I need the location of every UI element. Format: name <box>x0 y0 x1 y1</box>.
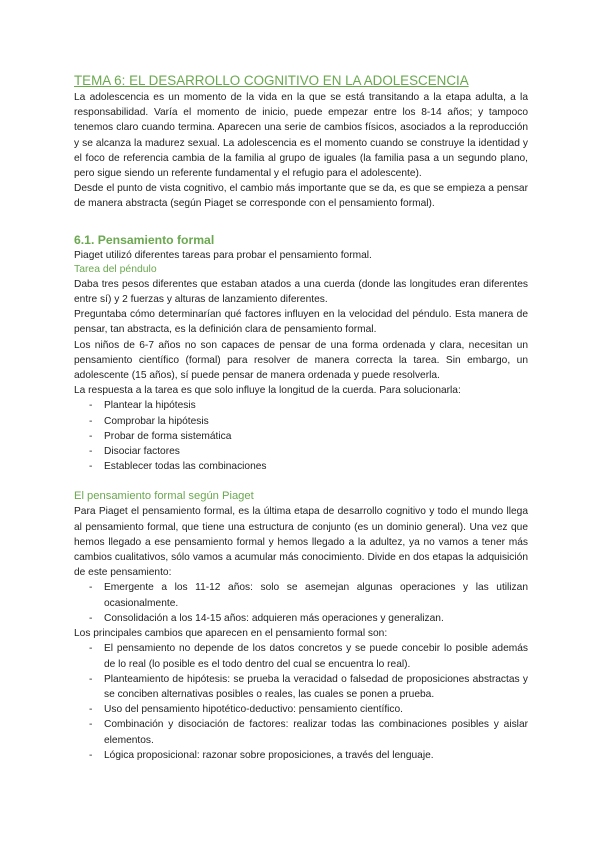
pendulum-paragraph-4: La respuesta a la tarea es que solo influye la longitud de la cuerda. Para solucionarla: <box>74 385 461 397</box>
list-item: - Comprobar la hipótesis <box>74 414 528 429</box>
list-item: - Uso del pensamiento hipotético-deductivo: pensamiento científico. <box>74 702 528 717</box>
section-heading-pensamiento-formal: 6.1. Pensamiento formal <box>74 232 215 247</box>
pendulum-paragraph-3: Los niños de 6-7 años no son capaces de pensar de una forma ordenada y clara, necesitan un pensamiento científico (formal) para resolver de manera correcta la tarea. Sin embargo, un adolescente (15 años), sí puede pensar de manera ordenada y puede resolverla. <box>74 339 528 382</box>
section1-paragraph: Piaget utilizó diferentes tareas para probar el pensamiento formal. <box>74 249 372 261</box>
subheading-tarea-pendulo: Tarea del péndulo <box>74 263 157 275</box>
changes-list <box>74 641 528 763</box>
document-title: TEMA 6: EL DESARROLLO COGNITIVO EN LA ADOLESCENCIA <box>74 73 469 88</box>
intro-paragraph-2: Desde el punto de vista cognitivo, el cambio más importante que se da, es que se empieza a pensar de manera abstracta (según Piaget se corresponde con el pensamiento formal). <box>74 183 528 210</box>
pendulum-steps-list <box>74 398 528 474</box>
subheading-piaget: El pensamiento formal según Piaget <box>74 490 254 503</box>
list-item: - Combinación y disociación de factores: realizar todas las combinaciones posibles y aislar elementos. <box>74 717 528 747</box>
list-item: - Planteamiento de hipótesis: se prueba la veracidad o falsedad de proposiciones abstractas y se conciben alternativas posibles o reales, las cuales se ponen a prueba. <box>74 672 528 702</box>
list-item: - Consolidación a los 14-15 años: adquieren más operaciones y generalizan. <box>74 611 528 626</box>
list-item: - El pensamiento no depende de los datos concretos y se puede concebir lo posible además de lo real (lo posible es el todo dentro del cual se encuentra lo real). <box>74 641 528 671</box>
list-item: - Lógica proposicional: razonar sobre proposiciones, a través del lenguaje. <box>74 748 528 763</box>
pendulum-paragraph-2: Preguntaba cómo determinarían qué factores influyen en la velocidad del péndulo. Esta manera de pensar, tan abstracta, es la definición clara de pensamiento formal. <box>74 309 528 336</box>
stages-list <box>74 580 528 626</box>
document-page <box>74 72 528 763</box>
list-item: - Emergente a los 11-12 años: solo se asemejan algunas operaciones y las utilizan ocasionalmente. <box>74 580 528 610</box>
list-item: - Establecer todas las combinaciones <box>74 459 528 474</box>
list-item: - Probar de forma sistemática <box>74 429 528 444</box>
piaget-paragraph-2: Los principales cambios que aparecen en el pensamiento formal son: <box>74 628 388 640</box>
pendulum-paragraph-1: Daba tres pesos diferentes que estaban atados a una cuerda (donde las longitudes eran diferentes entre sí) y 2 fuerzas y alturas de lanzamiento diferentes. <box>74 278 528 306</box>
intro-paragraph-1: La adolescencia es un momento de la vida en la que se está transitando a la etapa adulta, a la responsabilidad. Varía el momento de inicio, puede empezar entre los 8-14 años; y tampoco tenemos claro cuando termina. Aparecen una serie de cambios físicos, asociados a la reproducción y se alcanza la madurez sexual. La adolescencia es el momento cuando se construye la identidad y el foco de referencia cambia de la familia al grupo de iguales (la familia pasa a un segundo plano, pero sigue siendo un referente fundamental y el refugio para el adolescente). <box>74 92 528 180</box>
list-item: - Disociar factores <box>74 444 528 459</box>
list-item: - Plantear la hipótesis <box>74 398 528 413</box>
piaget-paragraph-1: Para Piaget el pensamiento formal, es la última etapa de desarrollo cognitivo y todo el mundo llega al pensamiento formal, que tiene una estructura de conjunto (es un dominio general). Una vez que hemos llegado a ese pensamiento formal y hemos llegado a la adultez, ya no vamos a tener más cambios cualitativos, sólo vamos a acumular más conocimiento. Divide en dos etapas la adquisición de este pensamiento: <box>74 506 528 579</box>
